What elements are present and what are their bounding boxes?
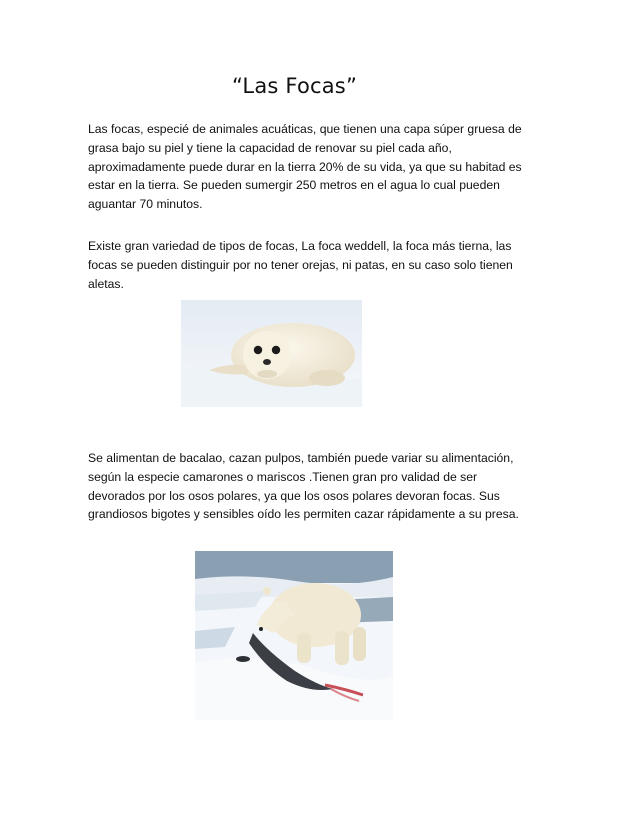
page-title: “Las Focas” [232,74,358,98]
text-line: aguantar 70 minutos. [88,197,203,212]
text-line: grasa bajo su piel y tiene la capacidad de renovar su piel cada año, [88,140,452,155]
text-line: aproximadamente puede durar en la tierra 20% de su vida, ya que su habitad es [88,159,522,174]
text-line: aletas. [88,276,124,291]
text-line: Las focas, especié de animales acuáticas, que tienen una capa súper gruesa de [88,122,522,136]
text-line: Existe gran variedad de tipos de focas, La foca weddell, la foca más tierna, las [88,239,512,253]
polar-bear-photo [195,551,393,720]
paragraph-intro [88,120,558,214]
text-line: devorados por los osos polares, ya que los osos polares devoran focas. Sus [88,488,500,503]
text-line: según la especie camarones o mariscos .Tienen gran pro validad de ser [88,469,478,484]
text-line: Se alimentan de bacalao, cazan pulpos, también puede variar su alimentación, [88,451,514,465]
text-line: grandiosos bigotes y sensibles oído les permiten cazar rápidamente a su presa. [88,507,519,522]
text-line: estar en la tierra. Se pueden sumergir 250 metros en el agua lo cual pueden [88,178,500,193]
paragraph-diet [88,449,558,524]
text-line: focas se pueden distinguir por no tener orejas, ni patas, en su caso solo tienen [88,257,513,272]
seal-pup-photo [181,300,362,407]
paragraph-types [88,237,558,293]
